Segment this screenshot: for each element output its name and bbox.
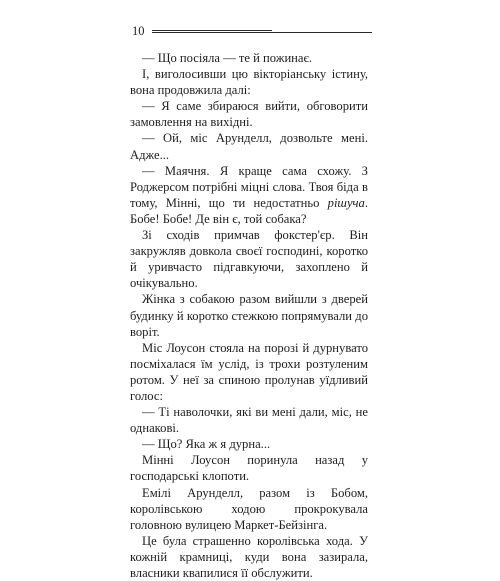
paragraph-segment: . Бобе! Бобе! Де він є, той собака? — [130, 195, 368, 226]
page-number: 10 — [132, 24, 145, 38]
paragraph: І, виголосивши цю вікторіанську істину, вона продовжила далі: — [130, 67, 368, 98]
paragraph: — Що посіяла — те й пожинає. — [142, 51, 313, 65]
paragraph: — Я саме збираюся вийти, обговорити замовлення на вихідні. — [130, 99, 368, 130]
body-text — [130, 50, 368, 581]
paragraph — [130, 163, 368, 227]
paragraph: Міс Лоусон стояла на порозі й дурнувато посміхалася їм услід, із трохи розтуленим ротом. У неї за спиною пролунав уїдливий голос: — [130, 340, 368, 403]
paragraph-segment: — Маячня. Я краще сама схожу. З Роджерсом потрібні міцні слова. Твоя біда в тому, Мінні, що ти недостатньо — [130, 163, 368, 210]
paragraph: — Ой, міс Арунделл, дозвольте мені. Адже... — [130, 131, 368, 162]
emphasis-word: рішуча — [327, 195, 365, 210]
paragraph: Мінні Лоусон поринула назад у господарські клопоти. — [130, 453, 368, 484]
paragraph: Це була страшенно королівська хода. У кожній крамниці, куди вона зазирала, власники квапилися її обслужити. — [130, 533, 368, 580]
page-header — [132, 20, 372, 44]
paragraph: Жінка з собакою разом вийшли з дверей будинку й коротко стежкою попрямували до воріт. — [130, 292, 368, 339]
paragraph: Зі сходів примчав фокстер'єр. Він закружляв довкола своєї господині, коротко й уривчасто підгавкуючи, захоплено й очікувально. — [130, 228, 368, 291]
paragraph: — Ті наволочки, які ви мені дали, міс, не однакові. — [130, 405, 368, 436]
paragraph: — Що? Яка ж я дурна... — [142, 437, 271, 452]
header-rule-thin — [272, 32, 372, 33]
header-rule-thick — [152, 30, 272, 33]
paragraph: Емілі Арунделл, разом із Бобом, королівською ходою прокрокувала головною вулицею Маркет-Бейзінга. — [130, 485, 368, 532]
